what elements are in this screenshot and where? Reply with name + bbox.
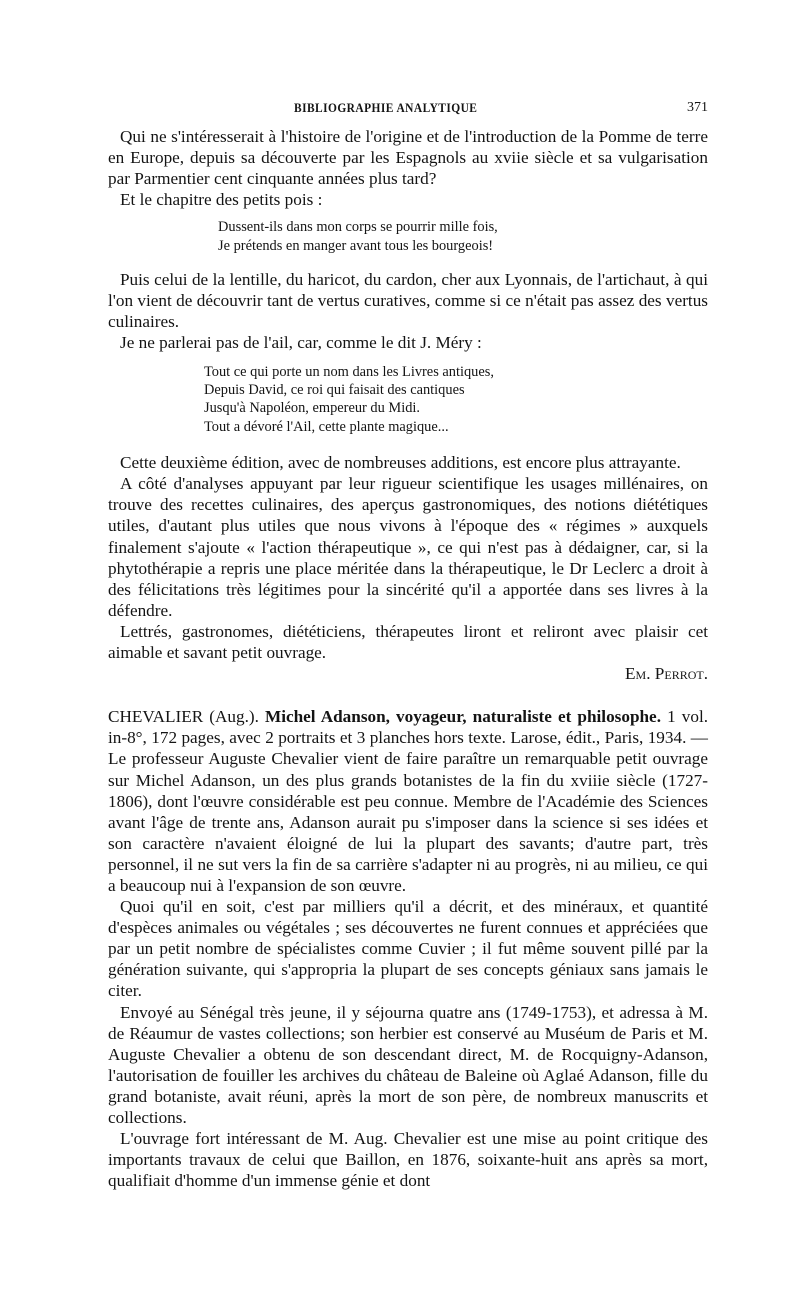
verse-line: Je prétends en manger avant tous les bourgeois!: [218, 237, 494, 254]
review2-paragraph-2: Quoi qu'il en soit, c'est par milliers qu'il a décrit, et des minéraux, et quantité d'espèces animales ou végétales ; ses découvertes ne furent connues et appréciées que par un petit nombre de spécialistes comme Cuvier ; il fut même souvent pillé par la génération suivante, qui s'appropria la plupart de ses concepts géniaux sans jamais le citer.: [108, 897, 708, 1001]
verse-quote-peas: [218, 218, 708, 255]
review2-paragraph-3: Envoyé au Sénégal très jeune, il y séjourna quatre ans (1749-1753), et adressa à M. de Réaumur de vastes collections; son herbier est conservé au Muséum de Paris et M. Auguste Chevalier a obtenu de son descendant direct, M. de Rocquigny-Adanson, l'autorisation de fouiller les archives du château de Baleine où Aglaé Adanson, fille du grand botaniste, avait réuni, après la mort de son père, de nombreux manuscrits et collections.: [108, 1002, 708, 1127]
verse-line: Jusqu'à Napoléon, empereur du Midi.: [204, 400, 421, 417]
review1-signature-line: [108, 663, 708, 684]
document-page: [108, 100, 708, 1191]
review1-paragraph-7: Lettrés, gastronomes, diététiciens, thérapeutes liront et reliront avec plaisir cet aimable et savant petit ouvrage.: [108, 621, 708, 663]
running-title: BIBLIOGRAPHIE ANALYTIQUE: [294, 100, 478, 115]
section-spacer: [108, 684, 708, 706]
review1-paragraph-2: Et le chapitre des petits pois :: [120, 190, 323, 210]
verse-line: Tout a dévoré l'Ail, cette plante magique...: [204, 418, 449, 435]
verse-quote-garlic: [204, 363, 708, 437]
review-perrot: [108, 126, 708, 684]
review2-author: CHEVALIER (Aug.).: [108, 707, 259, 727]
verse-line: Dussent-ils dans mon corps se pourrir mille fois,: [218, 219, 498, 236]
verse-line: Tout ce qui porte un nom dans les Livres antiques,: [204, 363, 494, 380]
review1-paragraph-5: Cette deuxième édition, avec de nombreuses additions, est encore plus attrayante.: [120, 453, 681, 473]
review2-body-start: 1 vol. in-8°, 172 pages, avec 2 portraits et 3 planches hors texte. Larose, édit., Paris, 1934. — Le professeur Auguste Chevalier vient de faire paraître un remarquable petit ouvrage sur Michel Adanson, un des plus grands botanistes de la fin du xviiie siècle (1727-1806), dont l'œuvre considérable est peu connue. Membre de l'Académie des Sciences avant l'âge de trente ans, Adanson aurait pu s'imposer dans la science si ses idées et son caractère n'avaient éloigné de lui la plupart des savants; d'autre part, très personnel, il ne sut vers la fin de sa carrière s'adapter ni au progrès, ni au milieu, ce qui a beaucoup nui à l'expansion de son œuvre.: [108, 707, 709, 895]
page-number: 371: [687, 100, 708, 115]
review1-paragraph-4: Je ne parlerai pas de l'ail, car, comme le dit J. Méry :: [120, 333, 482, 353]
verse-line: Depuis David, ce roi qui faisait des cantiques: [204, 381, 465, 398]
review-chevalier: [108, 706, 708, 1191]
review2-paragraph-4: L'ouvrage fort intéressant de M. Aug. Chevalier est une mise au point critique des importants travaux de celui que Baillon, en 1876, soixante-huit ans après sa mort, qualifiait d'homme d'un immense génie et dont: [108, 1129, 708, 1191]
review1-paragraph-3: Puis celui de la lentille, du haricot, du cardon, cher aux Lyonnais, de l'artichaut, à qui l'on vient de découvrir tant de vertus curatives, comme si ce n'était pas assez des vertus culinaires.: [108, 270, 708, 332]
review2-book-title: Michel Adanson, voyageur, naturaliste et philosophe.: [264, 707, 661, 727]
review1-signature: Em. Perrot.: [625, 664, 708, 684]
review1-paragraph-1: Qui ne s'intéresserait à l'histoire de l'origine et de l'introduction de la Pomme de terre en Europe, depuis sa découverte par les Espagnols au xviie siècle et sa vulgarisation par Parmentier cent cinquante années plus tard?: [108, 127, 708, 189]
review1-paragraph-6: A côté d'analyses appuyant par leur rigueur scientifique les usages millénaires, on trouve des recettes culinaires, des aperçus gastronomiques, des notions diététiques utiles, d'autant plus utiles que nous vivons à l'époque des « régimes » auxquels finalement s'ajoute « l'action thérapeutique », ce qui n'est pas à dédaigner, car, si la phytothérapie a repris une place méritée dans la thérapeutique, le Dr Leclerc a droit à des félicitations très légitimes pour la sincérité qu'il a apportée dans ses livres à la défendre.: [108, 474, 708, 620]
page-header: [108, 100, 708, 126]
review2-paragraph-1: [108, 706, 708, 896]
